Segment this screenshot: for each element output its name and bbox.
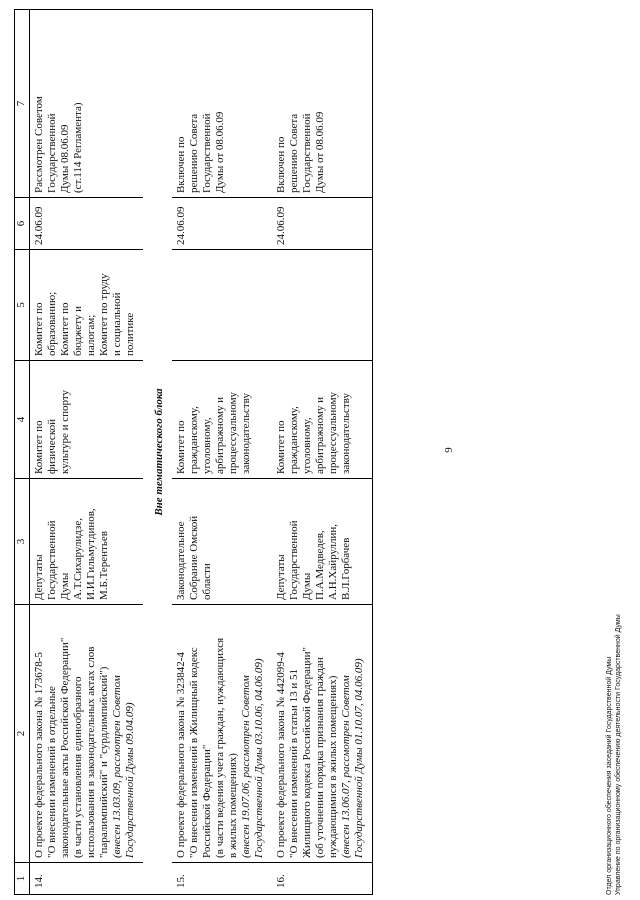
author-line: Государственной (288, 520, 300, 600)
status-line: Рассмотрен Советом (33, 96, 45, 193)
column-header: 1 (15, 863, 30, 895)
author-line: В.Л.Горбачев (340, 537, 352, 600)
co-committee-cell (172, 250, 272, 361)
bill-note-line: Государственной Думы 09.04.09) (124, 702, 136, 858)
status-line: Думы от 08.06.09 (314, 111, 326, 193)
agenda-table (14, 9, 373, 895)
committee-cell (272, 361, 373, 479)
author-line: М.Б.Терентьев (98, 531, 110, 600)
committee-line: процессуальному (227, 391, 239, 474)
committee-line: гражданскому, (288, 406, 300, 474)
authors-cell (272, 479, 373, 605)
author-line: Думы (301, 572, 313, 600)
bill-title-line: "О внесении изменений в отдельные (46, 686, 58, 858)
table-row (172, 10, 272, 895)
status-line: решению Совета (188, 113, 200, 193)
committee-line: Комитет по (175, 420, 187, 474)
co-committee-cell (30, 250, 144, 361)
bill-note-line: (внесен 13.03.09, рассмотрен Советом (111, 675, 123, 858)
section-heading: Вне тематического блока (143, 10, 172, 895)
co-committee-cell (272, 250, 373, 361)
status-cell (172, 10, 272, 198)
author-line: Депутаты (275, 554, 287, 600)
bill-title-line: законодательные акты Российской Федерации" (59, 637, 71, 858)
co-committee-line: налогам; (85, 314, 97, 356)
column-header: 2 (15, 605, 30, 863)
status-line: Государственной (301, 113, 313, 193)
bill-title-line: (в части ведения учета граждан, нуждающихся (214, 637, 226, 858)
committee-cell (172, 361, 272, 479)
author-line: А.Н.Хайруллин, (327, 524, 339, 600)
status-line: решению Совета (288, 113, 300, 193)
committee-line: культуре и спорту (59, 389, 71, 474)
date-cell: 24.06.09 (30, 198, 144, 250)
footer-line: Управление по организационному обеспечению деятельности Государственной Думы (615, 614, 622, 895)
author-line: А.Т.Сихарулидзе, (72, 518, 84, 600)
status-cell (272, 10, 373, 198)
date-cell: 24.06.09 (172, 198, 272, 250)
status-line: Включен по (175, 136, 187, 193)
status-line: Государственной (201, 113, 213, 193)
column-header: 5 (15, 250, 30, 361)
status-line: Думы от 08.06.09 (214, 111, 226, 193)
row-number: 16. (272, 863, 373, 895)
status-line: Включен по (275, 136, 287, 193)
co-committee-line: образованию; (46, 291, 58, 356)
bill-note-line: (внесен 13.06.07, рассмотрен Советом (340, 675, 352, 858)
row-number: 15. (172, 863, 272, 895)
author-line: Депутаты (33, 554, 45, 600)
bill-title-cell (30, 605, 144, 863)
bill-title-line: О проекте федерального закона № 323842-4 (175, 652, 187, 858)
column-header: 4 (15, 361, 30, 479)
co-committee-line: и социальной (111, 292, 123, 356)
author-line: И.И.Гильмутдинов, (85, 508, 97, 600)
bill-title-line: О проекте федерального закона № 442099-4 (275, 652, 287, 858)
status-line: Думы 08.06.09 (59, 124, 71, 193)
bill-title-line: нуждающимися в жилых помещениях) (327, 675, 339, 858)
bill-title-line: Российской Федерации" (201, 744, 213, 858)
bill-title-cell (172, 605, 272, 863)
section-row (143, 10, 172, 895)
co-committee-line: Комитет по (59, 302, 71, 356)
committee-line: гражданскому, (188, 406, 200, 474)
status-cell (30, 10, 144, 198)
author-line: Собрание Омской (188, 515, 200, 600)
bill-note-line: Государственной Думы 03.10.06, 04.06.09) (253, 658, 265, 858)
bill-title-line: Жилищного кодекса Российской Федерации" (301, 646, 313, 858)
bill-title-cell (272, 605, 373, 863)
bill-title-line: (об уточнении порядка признания граждан (314, 657, 326, 858)
bill-title-line: О проекте федерального закона № 173678-5 (33, 652, 45, 858)
author-line: П.А.Медведев, (314, 530, 326, 600)
bill-title-line: в жилых помещениях) (227, 753, 239, 858)
status-line: Государственной (46, 113, 58, 193)
author-line: Законодательное (175, 521, 187, 600)
footer (605, 614, 623, 895)
footer-line: Отдел организационного обеспечения заседаний Государственной Думы (606, 656, 613, 895)
authors-cell (30, 479, 144, 605)
table-row (30, 10, 144, 895)
committee-line: арбитражному и (214, 396, 226, 474)
column-header: 7 (15, 10, 30, 198)
committee-line: уголовному, (201, 417, 213, 474)
column-header: 3 (15, 479, 30, 605)
date-cell: 24.06.09 (272, 198, 373, 250)
committee-line: Комитет по (33, 420, 45, 474)
author-line: области (201, 563, 213, 600)
committee-line: законодательству (240, 393, 252, 474)
committee-line: законодательству (340, 393, 352, 474)
co-committee-line: политике (124, 312, 136, 356)
co-committee-line: бюджету и (72, 306, 84, 356)
bill-title-line: "О внесении изменений в статьи 13 и 51 (288, 668, 300, 858)
co-committee-line: Комитет по (33, 302, 45, 356)
column-header: 6 (15, 198, 30, 250)
bill-title-line: "паралимпийский" и "сурдлимпийский") (98, 666, 110, 858)
table-row (272, 10, 373, 895)
row-number: 14. (30, 863, 144, 895)
bill-title-line: (в части установления единообразного (72, 676, 84, 858)
bill-title-line: "О внесении изменений в Жилищный кодекс (188, 647, 200, 858)
bill-title-line: использования в законодательных актах слов (85, 646, 97, 858)
committee-line: физической (46, 419, 58, 474)
committee-line: Комитет по (275, 420, 287, 474)
bill-note-line: Государственной Думы 01.10.07, 04.06.09) (353, 658, 365, 858)
author-line: Думы (59, 572, 71, 600)
co-committee-line: Комитет по труду (98, 273, 110, 356)
authors-cell (172, 479, 272, 605)
committee-line: арбитражному и (314, 396, 326, 474)
page-number: 9 (443, 447, 455, 453)
committee-line: процессуальному (327, 391, 339, 474)
author-line: Государственной (46, 520, 58, 600)
status-line: (ст.114 Регламента) (72, 102, 84, 193)
bill-note-line: (внесен 19.07.06, рассмотрен Советом (240, 675, 252, 858)
committee-cell (30, 361, 144, 479)
committee-line: уголовному, (301, 417, 313, 474)
column-number-row (15, 10, 30, 895)
